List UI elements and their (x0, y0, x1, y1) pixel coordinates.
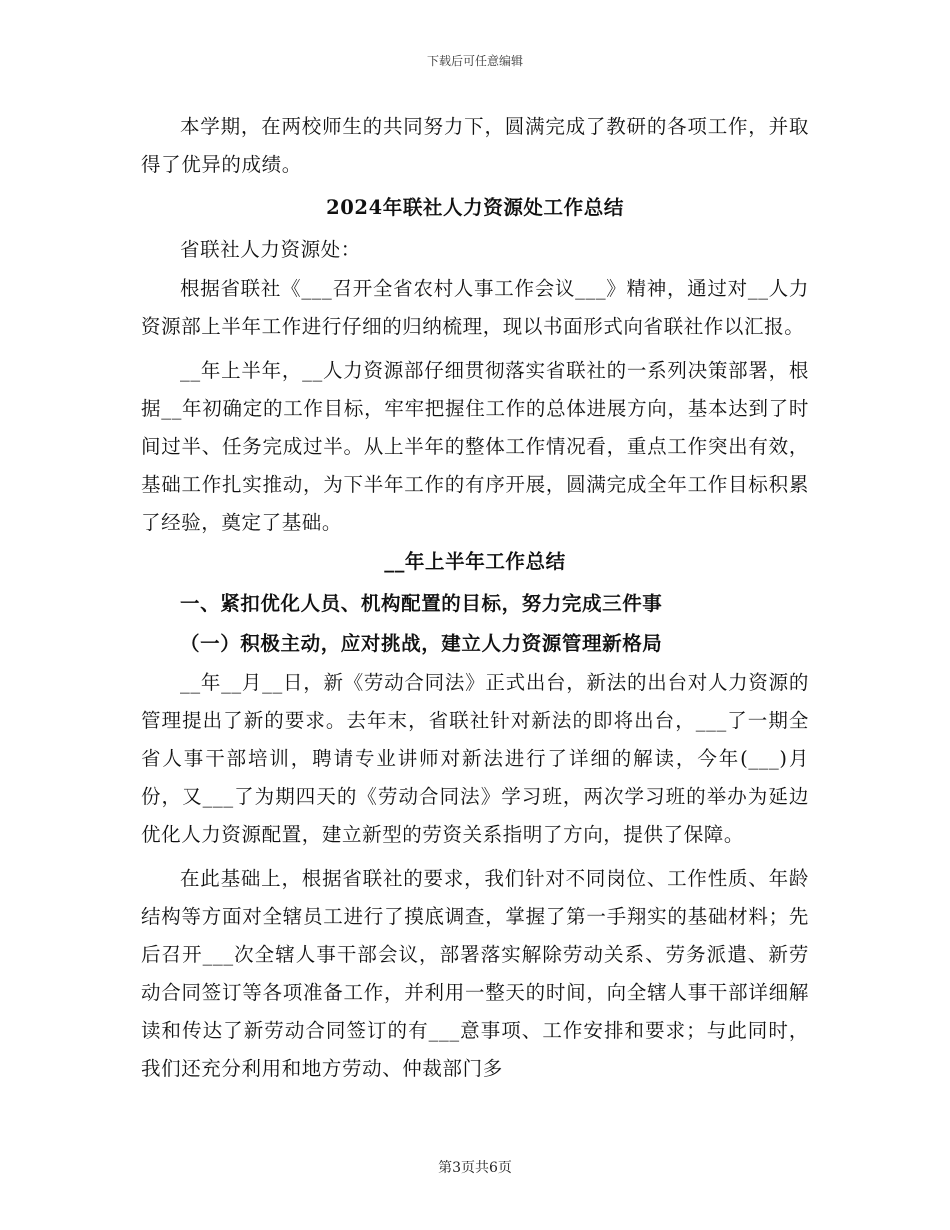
section-title: __年上半年工作总结 (384, 550, 566, 573)
paragraph-4: 在此基础上，根据省联社的要求，我们针对不同岗位、工作性质、年龄结构等方面对全辖员工进行了摸底调查，掌握了第一手翔实的基础材料；先后召开___次全辖人事干部会议，部署落实解除劳动关系、劳务派遣、新劳动合同签订等各项准备工作，并利用一整天的时间，向全辖人事干部详细解读和传达了新劳动合同签订的有___意事项、工作安排和要求；与此同时，我们还充分利用和地方劳动、仲裁部门多 (141, 867, 809, 1080)
paragraph-1: 根据省联社《___召开全省农村人事工作会议___》精神，通过对__人力资源部上半年工作进行仔细的归纳梳理，现以书面形式向省联社作以汇报。 (141, 277, 809, 338)
salutation: 省联社人力资源处： (180, 238, 361, 261)
paragraph-2: __年上半年，__人力资源部仔细贯彻落实省联社的一系列决策部署，根据__年初确定的工作目标，牢牢把握住工作的总体进展方向，基本达到了时间过半、任务完成过半。从上半年的整体工作情况看，重点工作突出有效，基础工作扎实推动，为下半年工作的有序开展，圆满完成全年工作目标积累了经验，奠定了基础。 (141, 359, 809, 534)
page-header: 下载后可任意编辑 (426, 54, 523, 68)
document-title: 2024年联社人力资源处工作总结 (326, 196, 624, 219)
document-body (141, 108, 809, 1088)
paragraph-3: __年__月__日，新《劳动合同法》正式出台，新法的出台对人力资源的管理提出了新的要求。去年末，省联社针对新法的即将出台，___了一期全省人事干部培训，聘请专业讲师对新法进行了详细的解读，今年(___)月份，又___了为期四天的《劳动合同法》学习班，两次学习班的举办为延边优化人力资源配置，建立新型的劳资关系指明了方向，提供了保障。 (141, 671, 809, 846)
heading-level-1: 一、紧扣优化人员、机构配置的目标，努力完成三件事 (180, 592, 663, 615)
heading-level-2: （一）积极主动，应对挑战，建立人力资源管理新格局 (180, 632, 663, 655)
intro-paragraph: 本学期，在两校师生的共同努力下，圆满完成了教研的各项工作，并取得了优异的成绩。 (141, 115, 809, 176)
page-footer: 第3页共6页 (438, 1160, 512, 1176)
